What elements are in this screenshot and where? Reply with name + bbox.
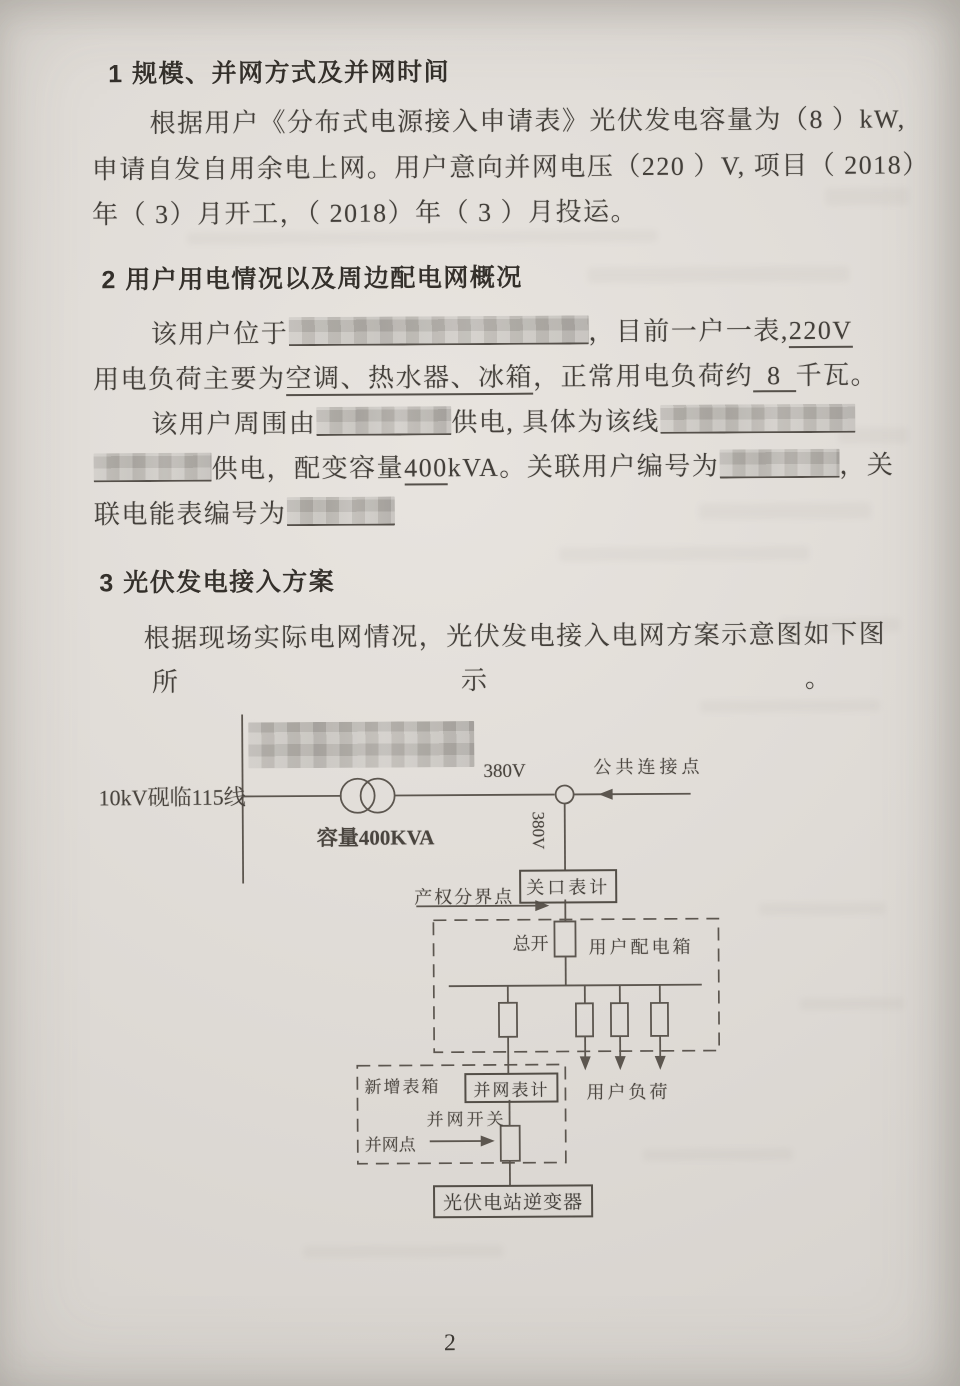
s2-text: 供电, 具体为该线 [451,406,660,438]
section3-heading: 3 光伏发电接入方案 [99,567,336,598]
s2-text: 千瓦。 [795,360,879,391]
s3-text: 所 [151,667,180,698]
redacted-transformer-name [94,453,212,483]
s3-text: 示 [460,665,489,696]
redacted-line-name [660,404,855,434]
s2-text: 该用户位于 [150,319,289,350]
redacted-supply-source [316,406,451,436]
s2-paragraph2-line2 [94,444,895,486]
voltage-380v-vertical-label: 380V [528,811,548,850]
gateway-meter-box: 关口表计 [519,869,617,904]
pcc-node [556,785,574,803]
grid-connection-meter-box: 并网表计 [464,1073,558,1104]
s2-text: ，正常用电负荷约 [533,361,754,392]
s2-text: 联电能表编号为 [93,499,287,530]
voltage-value-underlined: 220V [789,316,853,348]
feeder-line-label: 10kV砚临115线 [98,784,246,811]
bleedthrough-smudge [825,187,909,206]
redacted-diagram-title [248,721,474,768]
load-breaker [576,1003,593,1036]
grid-connection-switch-label: 并网开关 [426,1109,507,1130]
appliances-underlined: 空调、热水器、冰箱 [286,363,534,397]
bleedthrough-smudge [303,1245,503,1258]
s2-paragraph1-line2 [93,355,878,397]
transformer-symbol [341,779,375,813]
load-breaker [611,1003,628,1036]
voltage-380v-label: 380V [483,760,526,782]
bleedthrough-smudge [643,1148,793,1161]
load-arrowhead [655,1056,666,1070]
s1-paragraph-line1: 根据用户《分布式电源接入申请表》光伏发电容量为（8 ）kW, [149,104,906,139]
user-load-label: 用户负荷 [586,1081,671,1103]
grid-connection-point-label: 并网点 [364,1135,416,1155]
bleedthrough-smudge [587,266,849,284]
s2-text: ，目前一户一表, [588,316,789,347]
bleedthrough-smudge [700,700,880,713]
public-connection-point-label: 公共连接点 [593,756,704,778]
section2-heading: 2 用户用电情况以及周边配电网概况 [101,263,523,295]
bleedthrough-smudge [759,903,885,916]
s2-text: kVA。关联用户编号为 [447,451,720,483]
bleedthrough-smudge [699,503,871,520]
section1-heading: 1 规模、并网方式及并网时间 [108,58,451,89]
s1-paragraph-line3: 年（ 3）月开工，（ 2018）年（ 3 ）月投运。 [91,197,639,230]
load-breaker [651,1003,668,1036]
redacted-user-number [719,449,839,479]
load-arrowhead [580,1056,591,1070]
main-switch-label: 总开 [512,933,549,954]
grid-connection-switch-symbol [501,1126,520,1161]
page-number: 2 [443,1330,457,1357]
transformer-capacity-label: 容量400KVA [316,825,435,850]
load-arrowhead [615,1056,626,1070]
bleedthrough-smudge [187,230,657,245]
pv-inverter-box: 光伏电站逆变器 [433,1184,593,1218]
property-boundary-label: 产权分界点 [414,886,515,908]
load-kw-underlined: 8 [753,361,796,392]
bleedthrough-smudge [559,546,809,562]
redacted-user-address [288,315,588,346]
bleedthrough-smudge [800,997,904,1010]
s2-text: 该用户周围由 [151,408,317,440]
s1-paragraph-line2: 申请自发自用余电上网。用户意向并网电压（220 ）V, 项目（ 2018） [91,150,930,185]
s2-paragraph2-line1 [151,400,855,441]
new-meter-box-label: 新增表箱 [364,1077,441,1097]
grid-point-arrowhead [481,1135,495,1146]
s2-text: 用电负荷主要为 [92,364,286,395]
s2-paragraph1-line1 [151,310,853,351]
pv-branch-breaker [499,1003,517,1037]
s2-text: ，关 [839,450,895,480]
s3-text: 。 [804,663,833,694]
pcc-arrowhead [599,789,613,800]
s3-paragraph-line1: 根据现场实际电网情况，光伏发电接入电网方案示意图如下图 [143,619,887,654]
s2-paragraph2-line3 [94,493,395,532]
main-switch-symbol [554,921,575,956]
capacity-value-underlined: 400 [404,453,448,485]
s3-paragraph-line2 [0,657,960,698]
bus-bar [449,985,702,987]
distribution-box-label: 用户配电箱 [588,936,694,958]
redacted-meter-number [286,497,394,527]
s2-text: 供电，配变容量 [211,453,405,484]
